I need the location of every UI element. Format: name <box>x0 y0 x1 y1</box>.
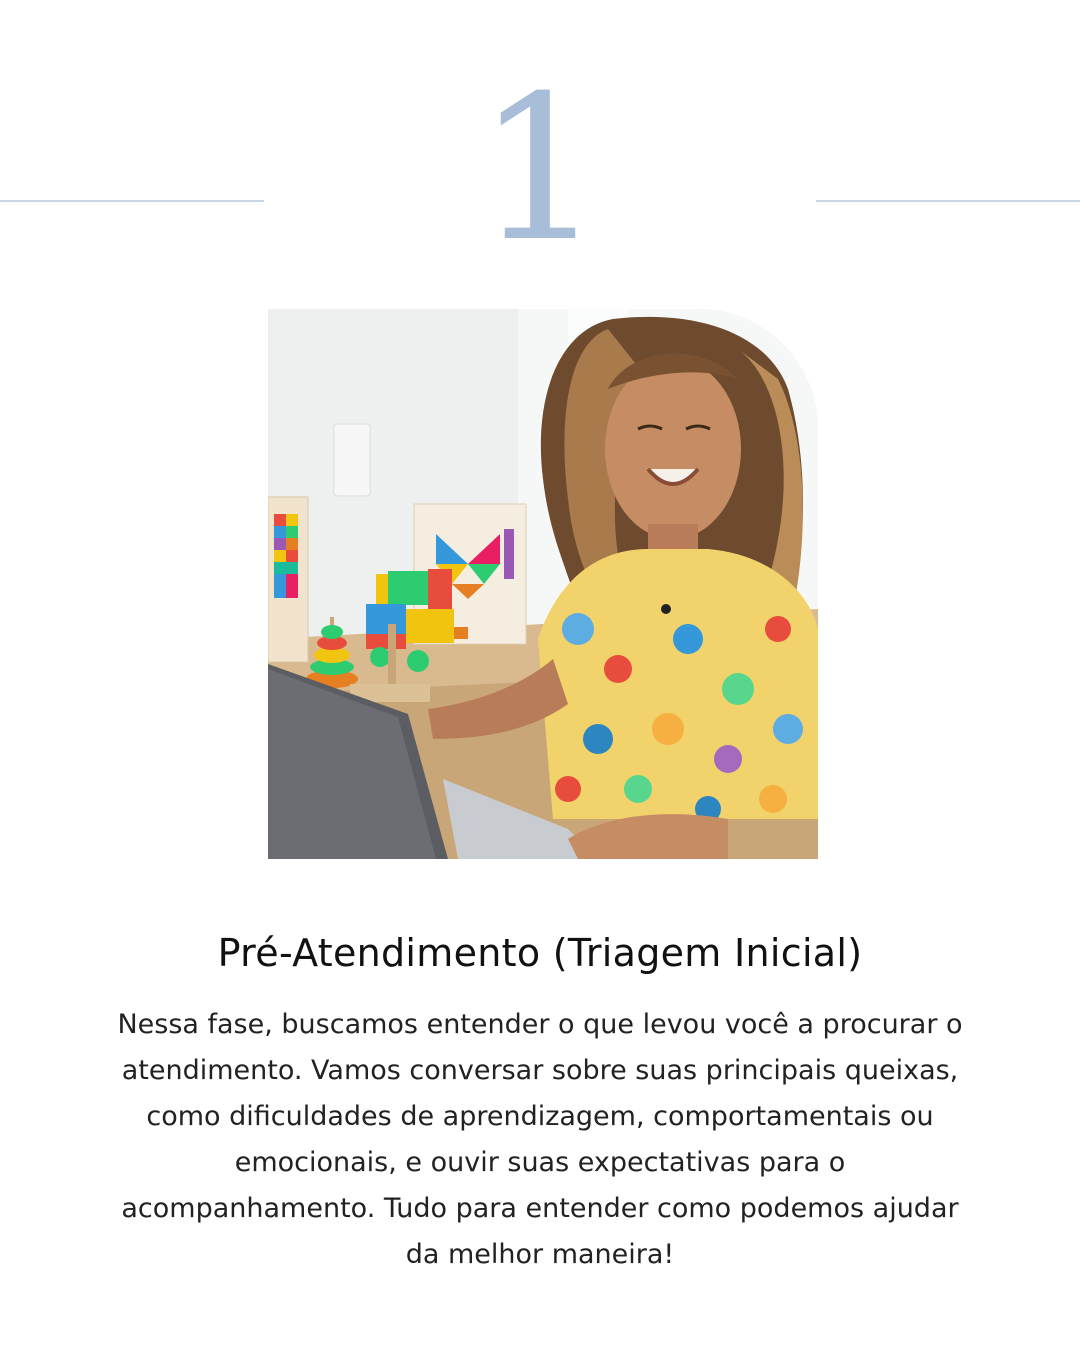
step-title: Pré-Atendimento (Triagem Inicial) <box>217 931 863 975</box>
step-header <box>0 0 1080 290</box>
step-description <box>60 1002 1020 1278</box>
description-line: como dificuldades de aprendizagem, comportamentais ou <box>146 1101 934 1132</box>
description-line: da melhor maneira! <box>405 1239 675 1270</box>
description-line: emocionais, e ouvir suas expectativas para o <box>234 1147 846 1178</box>
description-line: atendimento. Vamos conversar sobre suas principais queixas, <box>121 1055 959 1086</box>
step-number: 1 <box>476 53 604 286</box>
description-line: Nessa fase, buscamos entender o que levou você a procurar o <box>117 1009 963 1040</box>
divider-left <box>0 200 264 202</box>
therapist-photo <box>268 309 818 859</box>
divider-right <box>816 200 1080 202</box>
description-line: acompanhamento. Tudo para entender como podemos ajudar <box>121 1193 959 1224</box>
